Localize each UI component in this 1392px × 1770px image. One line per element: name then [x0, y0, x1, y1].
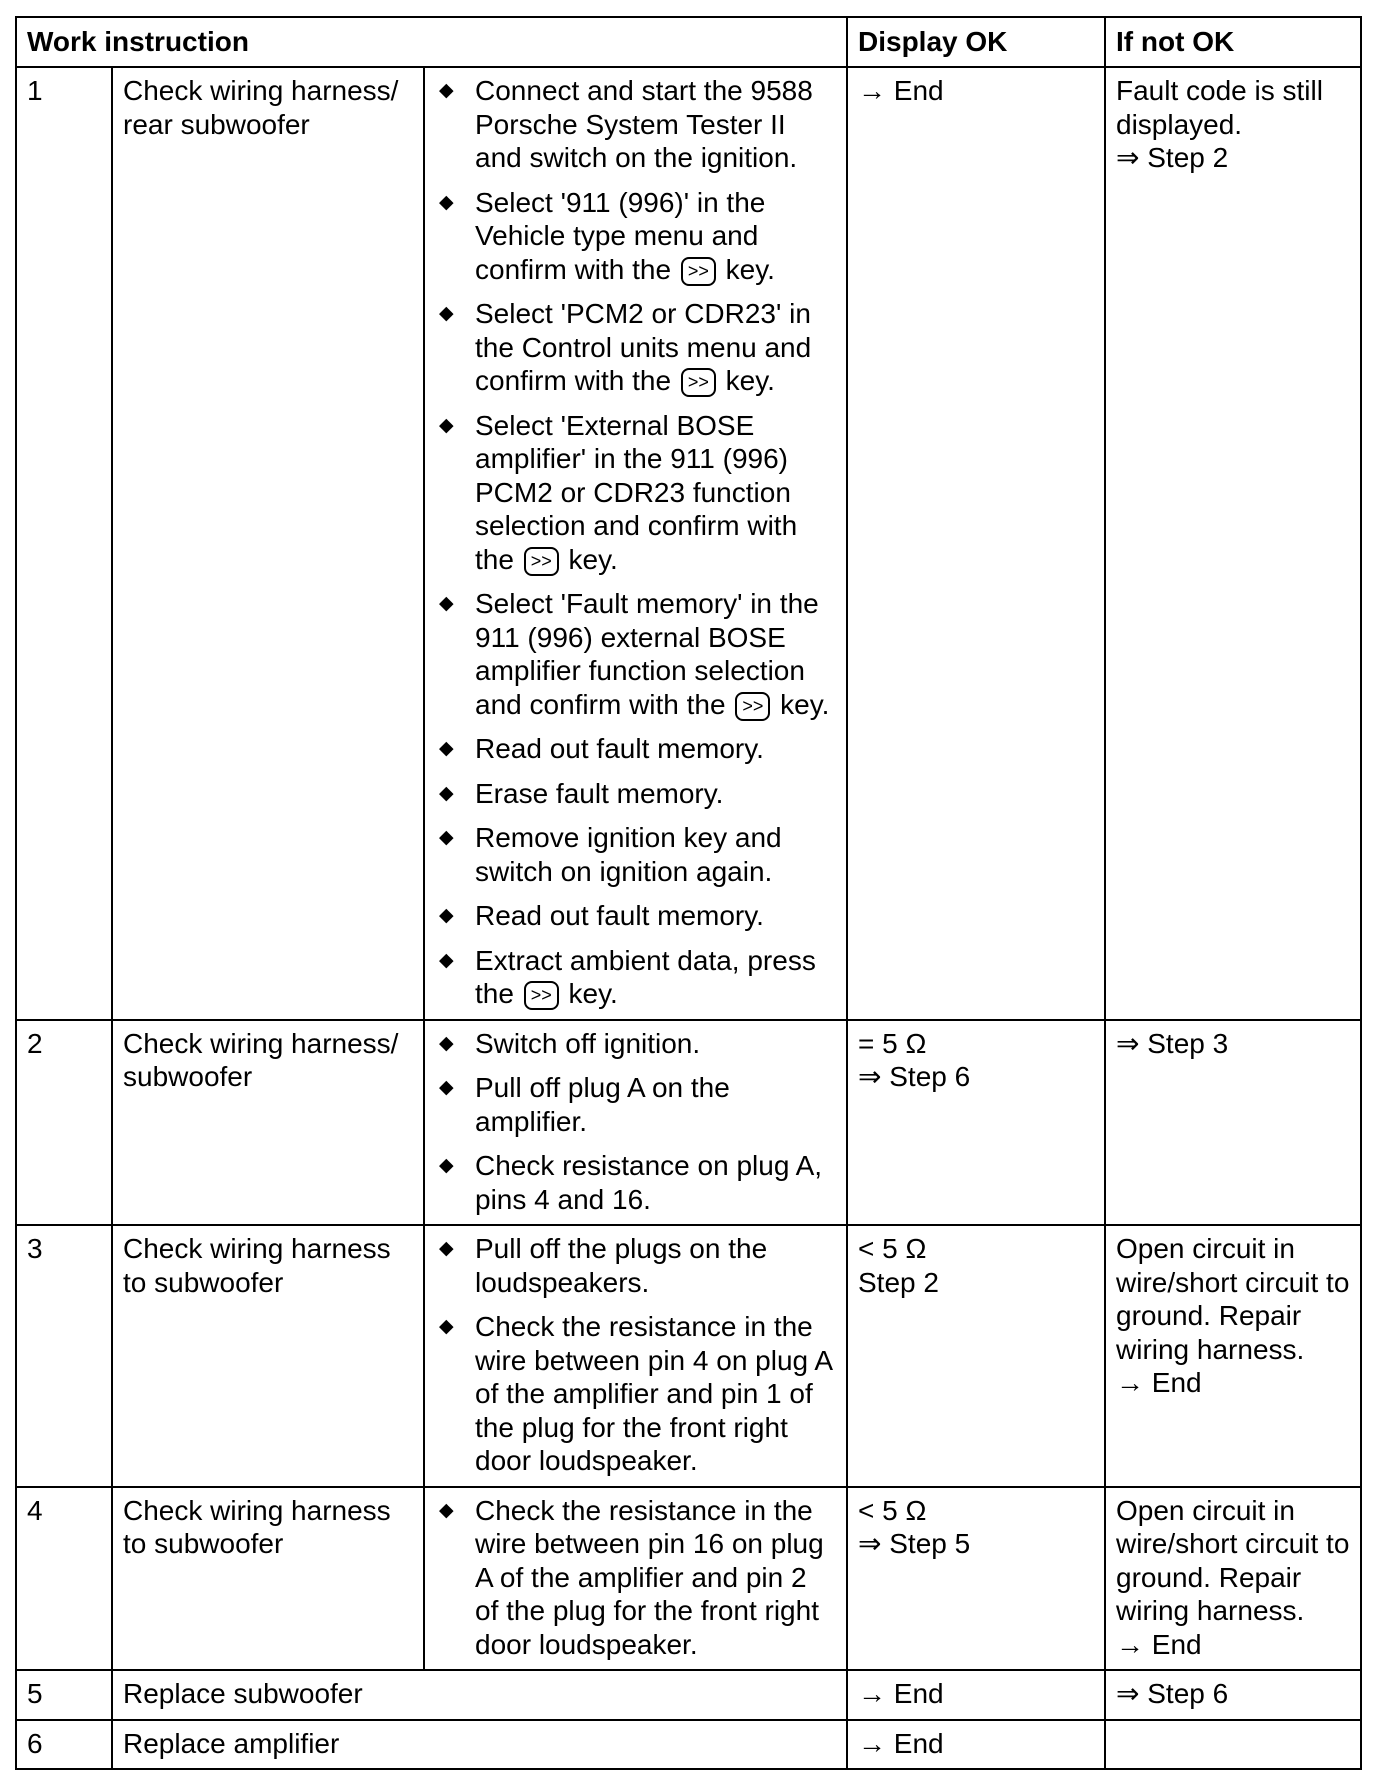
step-title: Check wiring harness/ rear subwoofer	[112, 67, 424, 1020]
instruction-item: ◆ Connect and start the 9588 Porsche System Tester II and switch on the ignition.	[435, 74, 836, 175]
display-ok-cell	[847, 1020, 1105, 1226]
step-title: Check wiring harness to subwoofer	[112, 1487, 424, 1671]
instruction-cell	[424, 1487, 847, 1671]
display-ok-cell	[847, 1225, 1105, 1487]
not-ok-cell	[1105, 67, 1361, 1020]
display-ok-text: = 5 Ω	[858, 1027, 927, 1059]
instruction-item: ◆ Check the resistance in the wire between pin 4 on plug A of the amplifier and pin 1 of the plug for the front right door loudspeaker.	[435, 1310, 836, 1478]
forward-key-icon: >>	[681, 368, 716, 397]
step-number: 6	[16, 1720, 112, 1770]
step-title: Check wiring harness to subwoofer	[112, 1225, 424, 1487]
table-row	[16, 1487, 1361, 1671]
not-ok-cell	[1105, 1487, 1361, 1671]
table-row	[16, 1225, 1361, 1487]
header-if-not-ok: If not OK	[1105, 17, 1361, 67]
instruction-cell	[424, 67, 847, 1020]
not-ok-text: ⇒ Step 2	[1116, 142, 1229, 173]
step-number: 3	[16, 1225, 112, 1487]
not-ok-cell	[1105, 1670, 1361, 1720]
instruction-item: ◆ Select 'Fault memory' in the 911 (996) external BOSE amplifier function selection and confirm with the >> key.	[435, 587, 836, 721]
instruction-cell	[424, 1020, 847, 1226]
instruction-item: ◆ Erase fault memory.	[435, 777, 836, 811]
forward-key-icon: >>	[681, 257, 716, 286]
forward-key-icon: >>	[524, 547, 559, 576]
not-ok-text: ⇒ Step 6	[1116, 1678, 1229, 1709]
instruction-item: ◆ Remove ignition key and switch on ignition again.	[435, 821, 836, 888]
display-ok-text: < 5 Ω	[858, 1494, 927, 1526]
instruction-list	[435, 1232, 836, 1478]
not-ok-cell	[1105, 1720, 1361, 1770]
instruction-list	[435, 1494, 836, 1662]
display-ok-text: < 5 Ω	[858, 1233, 927, 1264]
instruction-item: ◆ Extract ambient data, press the >> key.	[435, 944, 836, 1011]
display-ok-cell	[847, 1720, 1105, 1770]
step-number: 5	[16, 1670, 112, 1720]
instruction-item: ◆ Switch off ignition.	[435, 1027, 836, 1061]
instruction-item: ◆ Check the resistance in the wire between pin 16 on plug A of the amplifier and pin 2 of the plug for the front right door loudspeaker.	[435, 1494, 836, 1662]
table-row	[16, 1020, 1361, 1226]
not-ok-text: Open circuit in wire/short circuit to ground. Repair wiring harness.	[1116, 1233, 1350, 1365]
instruction-item: ◆ Read out fault memory.	[435, 732, 836, 766]
instruction-item: ◆ Read out fault memory.	[435, 899, 836, 933]
step-title: Check wiring harness/ subwoofer	[112, 1020, 424, 1226]
table-row	[16, 1720, 1361, 1770]
header-display-ok: Display OK	[847, 17, 1105, 67]
display-ok-cell	[847, 67, 1105, 1020]
forward-key-icon: >>	[524, 981, 559, 1010]
not-ok-text: → End	[1116, 1367, 1202, 1398]
display-ok-cell	[847, 1487, 1105, 1671]
not-ok-cell	[1105, 1225, 1361, 1487]
step-number: 4	[16, 1487, 112, 1671]
instruction-item: ◆ Select 'External BOSE amplifier' in the 911 (996) PCM2 or CDR23 function selection and confirm with the >> key.	[435, 409, 836, 577]
not-ok-text: → End	[1116, 1628, 1202, 1660]
step-number: 1	[16, 67, 112, 1020]
forward-key-icon: >>	[735, 692, 770, 721]
instruction-item: ◆ Pull off plug A on the amplifier.	[435, 1071, 836, 1138]
work-instruction-table	[15, 16, 1362, 1770]
instruction-list	[435, 74, 836, 1011]
instruction-item: ◆ Select 'PCM2 or CDR23' in the Control units menu and confirm with the >> key.	[435, 297, 836, 398]
instruction-item: ◆ Pull off the plugs on the loudspeakers.	[435, 1232, 836, 1299]
step-title: Replace amplifier	[112, 1720, 847, 1770]
instruction-list	[435, 1027, 836, 1217]
display-ok-text: → End	[858, 75, 944, 106]
instruction-cell	[424, 1225, 847, 1487]
display-ok-text: ⇒ Step 5	[858, 1528, 971, 1559]
instruction-item: ◆ Select '911 (996)' in the Vehicle type menu and confirm with the >> key.	[435, 186, 836, 287]
display-ok-text: Step 2	[858, 1266, 939, 1298]
table-row	[16, 1670, 1361, 1720]
instruction-item: ◆ Check resistance on plug A, pins 4 and 16.	[435, 1149, 836, 1216]
display-ok-text: → End	[858, 1727, 944, 1759]
display-ok-text: ⇒ Step 6	[858, 1061, 971, 1092]
display-ok-text: → End	[858, 1678, 944, 1709]
display-ok-cell	[847, 1670, 1105, 1720]
not-ok-cell	[1105, 1020, 1361, 1226]
not-ok-text: Open circuit in wire/short circuit to ground. Repair wiring harness.	[1116, 1494, 1350, 1626]
not-ok-text: Fault code is still displayed.	[1116, 75, 1323, 140]
step-number: 2	[16, 1020, 112, 1226]
table-row	[16, 67, 1361, 1020]
header-work-instruction: Work instruction	[16, 17, 847, 67]
step-title: Replace subwoofer	[112, 1670, 847, 1720]
header-row	[16, 17, 1361, 67]
not-ok-text: ⇒ Step 3	[1116, 1027, 1229, 1059]
